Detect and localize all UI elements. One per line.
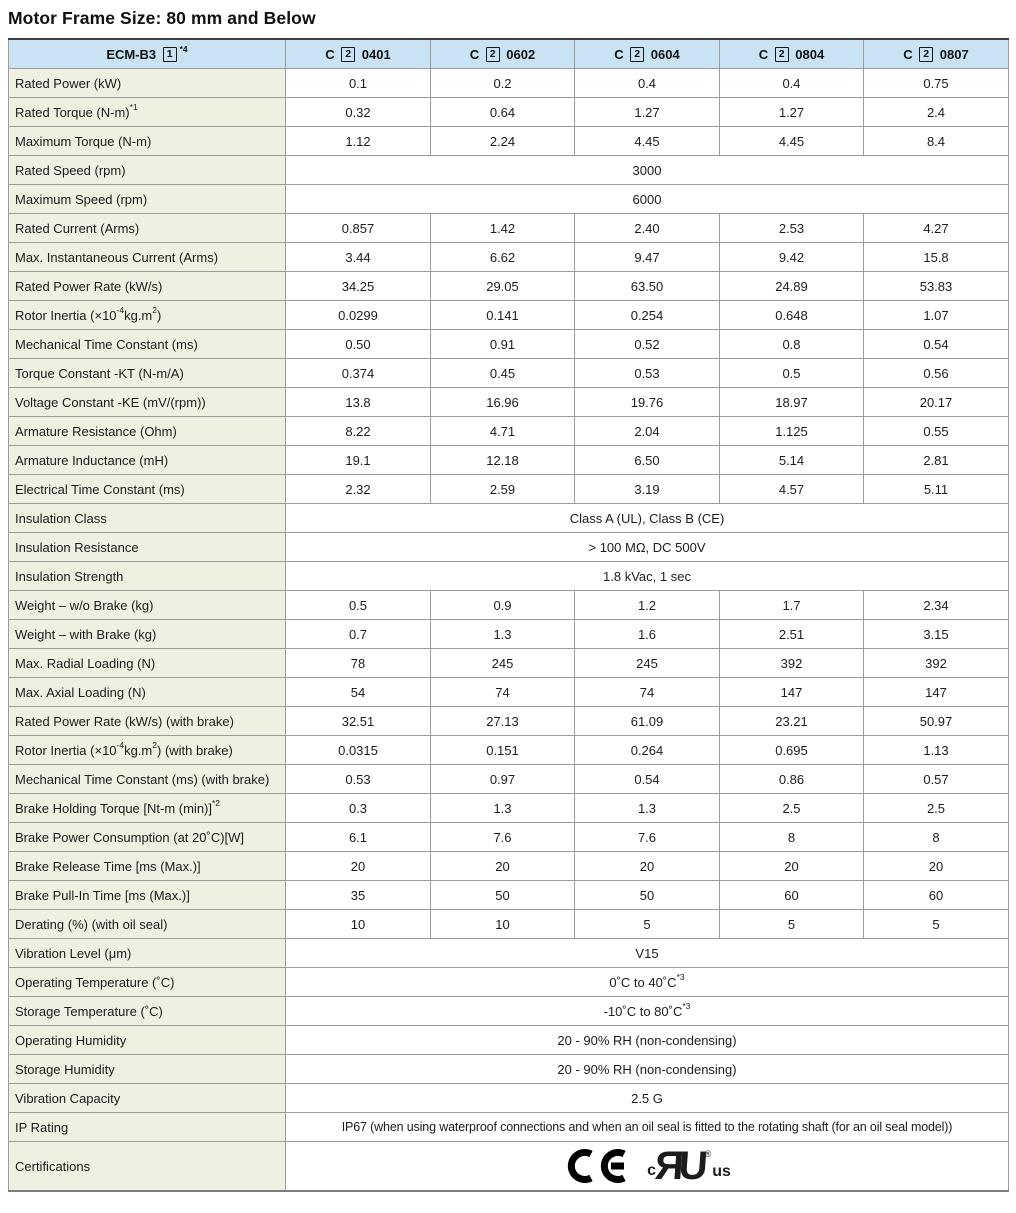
- value-cell: 5: [720, 910, 864, 939]
- value-cell: 0.254: [575, 301, 720, 330]
- value-cell: 0.56: [864, 359, 1009, 388]
- value-cell: 1.2: [575, 591, 720, 620]
- value-cell: 4.45: [720, 127, 864, 156]
- value-cell: 2.51: [720, 620, 864, 649]
- value-cell: 245: [575, 649, 720, 678]
- value-cell: 60: [720, 881, 864, 910]
- value-cell: 1.7: [720, 591, 864, 620]
- value-cell: 0.4: [720, 69, 864, 98]
- table-row: [9, 649, 1009, 678]
- value-cell: 1.125: [720, 417, 864, 446]
- merged-value-cell: -10˚C to $80˚C^{*3}$: [286, 997, 1009, 1026]
- row-label: Mechanical Time Constant (ms): [9, 330, 286, 359]
- row-label: Weight – w/o Brake (kg): [9, 591, 286, 620]
- table-row: [9, 301, 1009, 330]
- value-cell: 50: [431, 881, 575, 910]
- ul-suffix: us: [712, 1163, 731, 1181]
- value-cell: 0.374: [286, 359, 431, 388]
- row-label: Brake Power Consumption (at 20˚C)[W]: [9, 823, 286, 852]
- table-row: [9, 591, 1009, 620]
- ul-mark-icon: [647, 1143, 731, 1188]
- value-cell: 0.97: [431, 765, 575, 794]
- table-row: [9, 504, 1009, 533]
- table-row: [9, 823, 1009, 852]
- row-label: Electrical Time Constant (ms): [9, 475, 286, 504]
- value-cell: 2.32: [286, 475, 431, 504]
- value-cell: 4.57: [720, 475, 864, 504]
- header-model-cell-0: C 2 0401: [286, 39, 431, 69]
- value-cell: 0.857: [286, 214, 431, 243]
- value-cell: 0.2: [431, 69, 575, 98]
- value-cell: 9.42: [720, 243, 864, 272]
- value-cell: 15.8: [864, 243, 1009, 272]
- value-cell: 1.13: [864, 736, 1009, 765]
- value-cell: 10: [286, 910, 431, 939]
- value-cell: 2.34: [864, 591, 1009, 620]
- table-row: [9, 69, 1009, 98]
- table-row: [9, 1113, 1009, 1142]
- value-cell: 10: [431, 910, 575, 939]
- value-cell: 0.50: [286, 330, 431, 359]
- value-cell: 0.695: [720, 736, 864, 765]
- value-cell: 8.4: [864, 127, 1009, 156]
- value-cell: 20: [864, 852, 1009, 881]
- row-label: Insulation Resistance: [9, 533, 286, 562]
- value-cell: 74: [431, 678, 575, 707]
- value-cell: 0.4: [575, 69, 720, 98]
- value-cell: 1.6: [575, 620, 720, 649]
- value-cell: 20: [431, 852, 575, 881]
- header-series-cell: ECM-B3 1 $^{*4}$: [9, 39, 286, 69]
- value-cell: 35: [286, 881, 431, 910]
- value-cell: 1.42: [431, 214, 575, 243]
- table-row: [9, 968, 1009, 997]
- value-cell: 2.5: [864, 794, 1009, 823]
- value-cell: 6.1: [286, 823, 431, 852]
- value-cell: 13.8: [286, 388, 431, 417]
- value-cell: 8: [864, 823, 1009, 852]
- value-cell: 0.54: [575, 765, 720, 794]
- value-cell: 5.14: [720, 446, 864, 475]
- value-cell: 53.83: [864, 272, 1009, 301]
- ul-registered-symbol: ®: [704, 1148, 712, 1159]
- table-row: [9, 1142, 1009, 1192]
- ce-mark-icon: [563, 1149, 637, 1183]
- merged-value-cell: V15: [286, 939, 1009, 968]
- value-cell: 3.15: [864, 620, 1009, 649]
- row-label: Operating Temperature (˚C): [9, 968, 286, 997]
- value-cell: 0.5: [720, 359, 864, 388]
- value-cell: 5: [864, 910, 1009, 939]
- row-label: Operating Humidity: [9, 1026, 286, 1055]
- row-label: Rated Torque $(N-m)^{*1}$: [9, 98, 286, 127]
- row-label: Vibration Capacity: [9, 1084, 286, 1113]
- row-label: Armature Resistance (Ohm): [9, 417, 286, 446]
- row-label: Maximum Speed (rpm): [9, 185, 286, 214]
- value-cell: 2.53: [720, 214, 864, 243]
- merged-value-cell: Class A (UL), Class B (CE): [286, 504, 1009, 533]
- row-label: Torque Constant -KT (N-m/A): [9, 359, 286, 388]
- page-title: Motor Frame Size: 80 mm and Below: [8, 8, 316, 28]
- value-cell: 4.71: [431, 417, 575, 446]
- header-model-cell-2: C 2 0604: [575, 39, 720, 69]
- table-row: [9, 243, 1009, 272]
- value-cell: 12.18: [431, 446, 575, 475]
- value-cell: 0.0315: [286, 736, 431, 765]
- value-cell: 2.24: [431, 127, 575, 156]
- certification-marks: [292, 1142, 1002, 1190]
- value-cell: 2.81: [864, 446, 1009, 475]
- value-cell: 147: [720, 678, 864, 707]
- value-cell: 0.9: [431, 591, 575, 620]
- merged-value-cell: 3000: [286, 156, 1009, 185]
- row-label: Certifications: [9, 1142, 286, 1192]
- value-cell: 0.64: [431, 98, 575, 127]
- table-row: [9, 794, 1009, 823]
- table-row: [9, 910, 1009, 939]
- row-label: Insulation Strength: [9, 562, 286, 591]
- row-label: Voltage Constant -KE (mV/(rpm)): [9, 388, 286, 417]
- value-cell: 1.3: [431, 620, 575, 649]
- value-cell: 27.13: [431, 707, 575, 736]
- value-cell: 1.27: [575, 98, 720, 127]
- value-cell: 0.151: [431, 736, 575, 765]
- value-cell: 61.09: [575, 707, 720, 736]
- row-label: Storage Humidity: [9, 1055, 286, 1084]
- ul-prefix: c: [647, 1162, 656, 1180]
- merged-value-cell: > 100 MΩ, DC 500V: [286, 533, 1009, 562]
- table-row: [9, 417, 1009, 446]
- value-cell: 0.141: [431, 301, 575, 330]
- merged-value-cell: 0˚C to $40˚C^{*3}$: [286, 968, 1009, 997]
- table-row: [9, 852, 1009, 881]
- value-cell: 2.40: [575, 214, 720, 243]
- row-label: Weight – with Brake (kg): [9, 620, 286, 649]
- value-cell: 3.44: [286, 243, 431, 272]
- table-row: [9, 736, 1009, 765]
- value-cell: 5: [575, 910, 720, 939]
- value-cell: 0.0299: [286, 301, 431, 330]
- value-cell: 2.4: [864, 98, 1009, 127]
- value-cell: 0.5: [286, 591, 431, 620]
- row-label: Max. Axial Loading (N): [9, 678, 286, 707]
- value-cell: 50.97: [864, 707, 1009, 736]
- table-row: [9, 678, 1009, 707]
- value-cell: 1.12: [286, 127, 431, 156]
- value-cell: 74: [575, 678, 720, 707]
- row-label: Rated Current (Arms): [9, 214, 286, 243]
- value-cell: 7.6: [575, 823, 720, 852]
- value-cell: 0.45: [431, 359, 575, 388]
- merged-value-cell: IP67 (when using waterproof connections and when an oil seal is fitted to the rotating shaft (for an oil seal model)): [286, 1113, 1009, 1142]
- table-row: [9, 620, 1009, 649]
- value-cell: 0.1: [286, 69, 431, 98]
- value-cell: 78: [286, 649, 431, 678]
- row-label: Max. Instantaneous Current (Arms): [9, 243, 286, 272]
- row-label: IP Rating: [9, 1113, 286, 1142]
- value-cell: 9.47: [575, 243, 720, 272]
- value-cell: 16.96: [431, 388, 575, 417]
- value-cell: 0.8: [720, 330, 864, 359]
- header-model-cell-1: C 2 0602: [431, 39, 575, 69]
- row-label: Vibration Level (μm): [9, 939, 286, 968]
- value-cell: 8.22: [286, 417, 431, 446]
- table-row: [9, 765, 1009, 794]
- value-cell: 18.97: [720, 388, 864, 417]
- value-cell: 34.25: [286, 272, 431, 301]
- value-cell: 4.45: [575, 127, 720, 156]
- merged-value-cell: 6000: [286, 185, 1009, 214]
- value-cell: 392: [720, 649, 864, 678]
- value-cell: 24.89: [720, 272, 864, 301]
- value-cell: 8: [720, 823, 864, 852]
- value-cell: 0.648: [720, 301, 864, 330]
- value-cell: 20: [286, 852, 431, 881]
- value-cell: 1.3: [575, 794, 720, 823]
- value-cell: 6.50: [575, 446, 720, 475]
- value-cell: 2.59: [431, 475, 575, 504]
- value-cell: 32.51: [286, 707, 431, 736]
- table-row: [9, 127, 1009, 156]
- table-row: [9, 98, 1009, 127]
- table-row: [9, 388, 1009, 417]
- header-model-cell-4: C 2 0807: [864, 39, 1009, 69]
- value-cell: 7.6: [431, 823, 575, 852]
- table-row: [9, 214, 1009, 243]
- value-cell: 6.62: [431, 243, 575, 272]
- table-row: [9, 997, 1009, 1026]
- value-cell: 1.3: [431, 794, 575, 823]
- table-row: [9, 1055, 1009, 1084]
- value-cell: 0.264: [575, 736, 720, 765]
- table-row: [9, 562, 1009, 591]
- value-cell: 0.57: [864, 765, 1009, 794]
- value-cell: 0.91: [431, 330, 575, 359]
- value-cell: 60: [864, 881, 1009, 910]
- table-row: [9, 707, 1009, 736]
- value-cell: 2.04: [575, 417, 720, 446]
- row-label: Maximum Torque (N-m): [9, 127, 286, 156]
- table-row: [9, 939, 1009, 968]
- table-row: [9, 475, 1009, 504]
- value-cell: 0.32: [286, 98, 431, 127]
- table-row: [9, 1084, 1009, 1113]
- table-row: [9, 330, 1009, 359]
- ul-monogram: ЯU: [653, 1143, 705, 1188]
- row-label: Brake Holding Torque [Nt-m (min)]$^{*2}$: [9, 794, 286, 823]
- table-row: [9, 359, 1009, 388]
- row-label: Insulation Class: [9, 504, 286, 533]
- value-cell: 0.3: [286, 794, 431, 823]
- merged-value-cell: 2.5 G: [286, 1084, 1009, 1113]
- row-label: Max. Radial Loading (N): [9, 649, 286, 678]
- value-cell: 0.53: [286, 765, 431, 794]
- value-cell: 54: [286, 678, 431, 707]
- row-label: Derating (%) (with oil seal): [9, 910, 286, 939]
- row-label: Brake Pull-In Time [ms (Max.)]: [9, 881, 286, 910]
- value-cell: 0.52: [575, 330, 720, 359]
- row-label: Rated Speed (rpm): [9, 156, 286, 185]
- row-label: Rated Power Rate (kW/s) (with brake): [9, 707, 286, 736]
- value-cell: 20.17: [864, 388, 1009, 417]
- row-label: Storage Temperature (˚C): [9, 997, 286, 1026]
- row-label: Rated Power (kW): [9, 69, 286, 98]
- value-cell: 0.7: [286, 620, 431, 649]
- merged-value-cell: 20 - 90% RH (non-condensing): [286, 1055, 1009, 1084]
- value-cell: 0.86: [720, 765, 864, 794]
- table-row: [9, 272, 1009, 301]
- value-cell: 0.55: [864, 417, 1009, 446]
- table-header-row: [9, 39, 1009, 69]
- row-label: Rotor Inertia $(\times 10^{-4}kg.m^2)$ (with brake): [9, 736, 286, 765]
- value-cell: 50: [575, 881, 720, 910]
- value-cell: 1.07: [864, 301, 1009, 330]
- value-cell: 29.05: [431, 272, 575, 301]
- value-cell: 19.76: [575, 388, 720, 417]
- row-label: Rotor Inertia $(\times 10^{-4}kg.m^2)$: [9, 301, 286, 330]
- merged-value-cell: 20 - 90% RH (non-condensing): [286, 1026, 1009, 1055]
- value-cell: 392: [864, 649, 1009, 678]
- value-cell: 20: [720, 852, 864, 881]
- value-cell: 63.50: [575, 272, 720, 301]
- value-cell: 1.27: [720, 98, 864, 127]
- value-cell: 20: [575, 852, 720, 881]
- row-label: Rated Power Rate (kW/s): [9, 272, 286, 301]
- certifications-cell: [286, 1142, 1009, 1192]
- value-cell: 23.21: [720, 707, 864, 736]
- value-cell: 0.53: [575, 359, 720, 388]
- value-cell: 4.27: [864, 214, 1009, 243]
- value-cell: 0.75: [864, 69, 1009, 98]
- motor-spec-table: [8, 38, 1009, 1192]
- value-cell: 147: [864, 678, 1009, 707]
- value-cell: 19.1: [286, 446, 431, 475]
- table-row: [9, 185, 1009, 214]
- row-label: Armature Inductance (mH): [9, 446, 286, 475]
- row-label: Mechanical Time Constant (ms) (with brake): [9, 765, 286, 794]
- table-row: [9, 446, 1009, 475]
- value-cell: 245: [431, 649, 575, 678]
- table-row: [9, 1026, 1009, 1055]
- header-model-cell-3: C 2 0804: [720, 39, 864, 69]
- table-row: [9, 156, 1009, 185]
- value-cell: 2.5: [720, 794, 864, 823]
- value-cell: 3.19: [575, 475, 720, 504]
- value-cell: 5.11: [864, 475, 1009, 504]
- table-row: [9, 533, 1009, 562]
- row-label: Brake Release Time [ms (Max.)]: [9, 852, 286, 881]
- table-row: [9, 881, 1009, 910]
- merged-value-cell: 1.8 kVac, 1 sec: [286, 562, 1009, 591]
- value-cell: 0.54: [864, 330, 1009, 359]
